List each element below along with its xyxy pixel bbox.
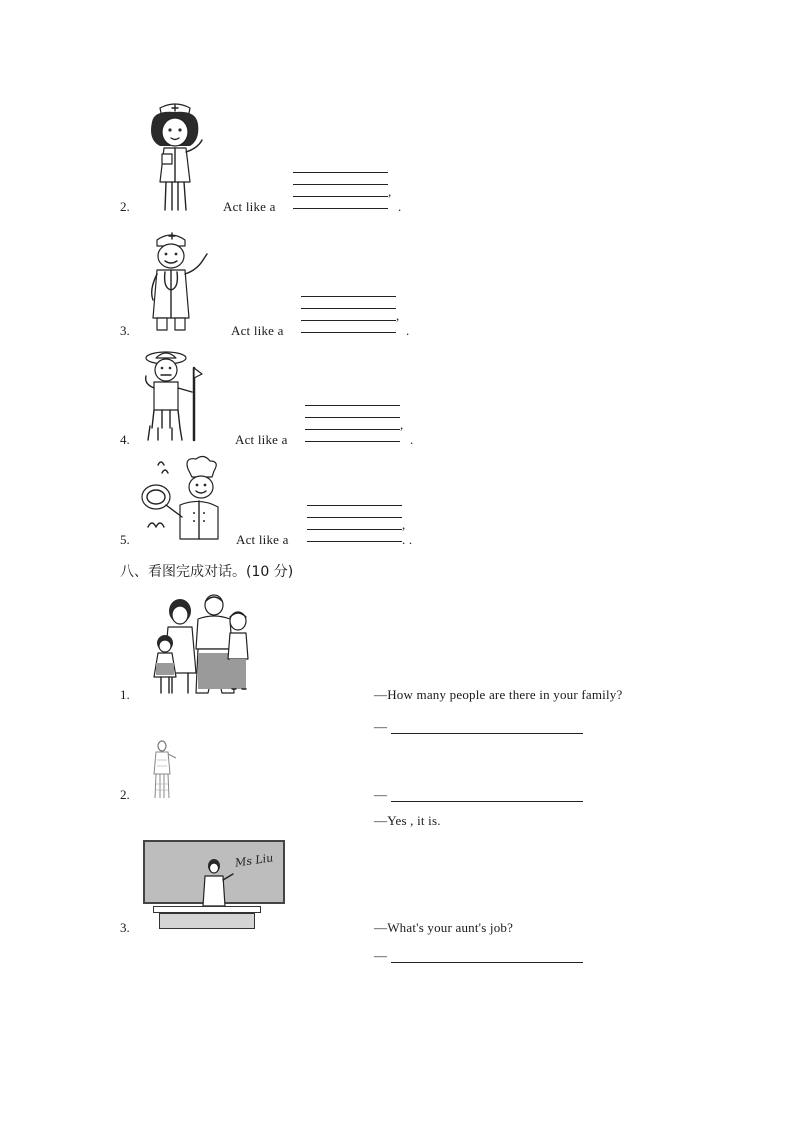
comma: ,: [388, 184, 392, 199]
answer-line[interactable]: [293, 184, 388, 185]
answer-line[interactable]: [301, 320, 396, 321]
dialogue-dash: —: [374, 719, 388, 734]
answer-line[interactable]: [305, 405, 400, 406]
dialogue-answer: —Yes , it is.: [374, 813, 441, 828]
farmer-illustration: [140, 348, 210, 443]
answer-line[interactable]: [391, 733, 583, 734]
item-number: 4.: [120, 432, 130, 447]
desk-front: [159, 913, 255, 929]
answer-line[interactable]: [305, 429, 400, 430]
section-8-title: 八、看图完成对话。(10 分): [120, 564, 294, 580]
answer-line[interactable]: [307, 505, 402, 506]
dialogue-question: —What's your aunt's job?: [374, 920, 514, 935]
answer-line[interactable]: [391, 801, 583, 802]
period: .: [410, 432, 414, 447]
dialogue-question: —How many people are there in your family?: [374, 687, 623, 702]
answer-line[interactable]: [305, 417, 400, 418]
period: .: [398, 199, 402, 214]
teacher-classroom-illustration: [141, 838, 287, 932]
comma: ,: [400, 417, 404, 432]
answer-line[interactable]: [391, 962, 583, 963]
item-number: 3.: [120, 323, 130, 338]
item-number: 3.: [120, 920, 130, 935]
act-prompt: Act like a: [231, 323, 284, 338]
family-illustration: [150, 593, 255, 698]
answer-line[interactable]: [301, 332, 396, 333]
period: .: [406, 323, 410, 338]
answer-line[interactable]: [307, 541, 402, 542]
answer-line[interactable]: [301, 296, 396, 297]
dialogue-dash: —: [374, 948, 388, 963]
comma: ,: [402, 517, 406, 532]
act-prompt: Act like a: [236, 532, 289, 547]
item-number: 1.: [120, 687, 130, 702]
dialogue-dash: —: [374, 787, 388, 802]
man-illustration: [148, 740, 180, 802]
answer-line[interactable]: [307, 529, 402, 530]
answer-line[interactable]: [293, 172, 388, 173]
item-number: 2.: [120, 199, 130, 214]
comma: ,: [396, 308, 400, 323]
cook-illustration: [138, 455, 223, 545]
item-number: 2.: [120, 787, 130, 802]
doctor-illustration: [145, 230, 215, 335]
board-text: Ms Liu: [234, 851, 275, 870]
act-prompt: Act like a: [223, 199, 276, 214]
act-prompt: Act like a: [235, 432, 288, 447]
item-number: 5.: [120, 532, 130, 547]
desk: [153, 906, 261, 913]
nurse-illustration: [140, 100, 210, 215]
answer-line[interactable]: [307, 517, 402, 518]
teacher-icon: [199, 858, 239, 908]
answer-line[interactable]: [301, 308, 396, 309]
answer-line[interactable]: [305, 441, 400, 442]
answer-line[interactable]: [293, 196, 388, 197]
period: . .: [402, 532, 413, 547]
answer-line[interactable]: [293, 208, 388, 209]
